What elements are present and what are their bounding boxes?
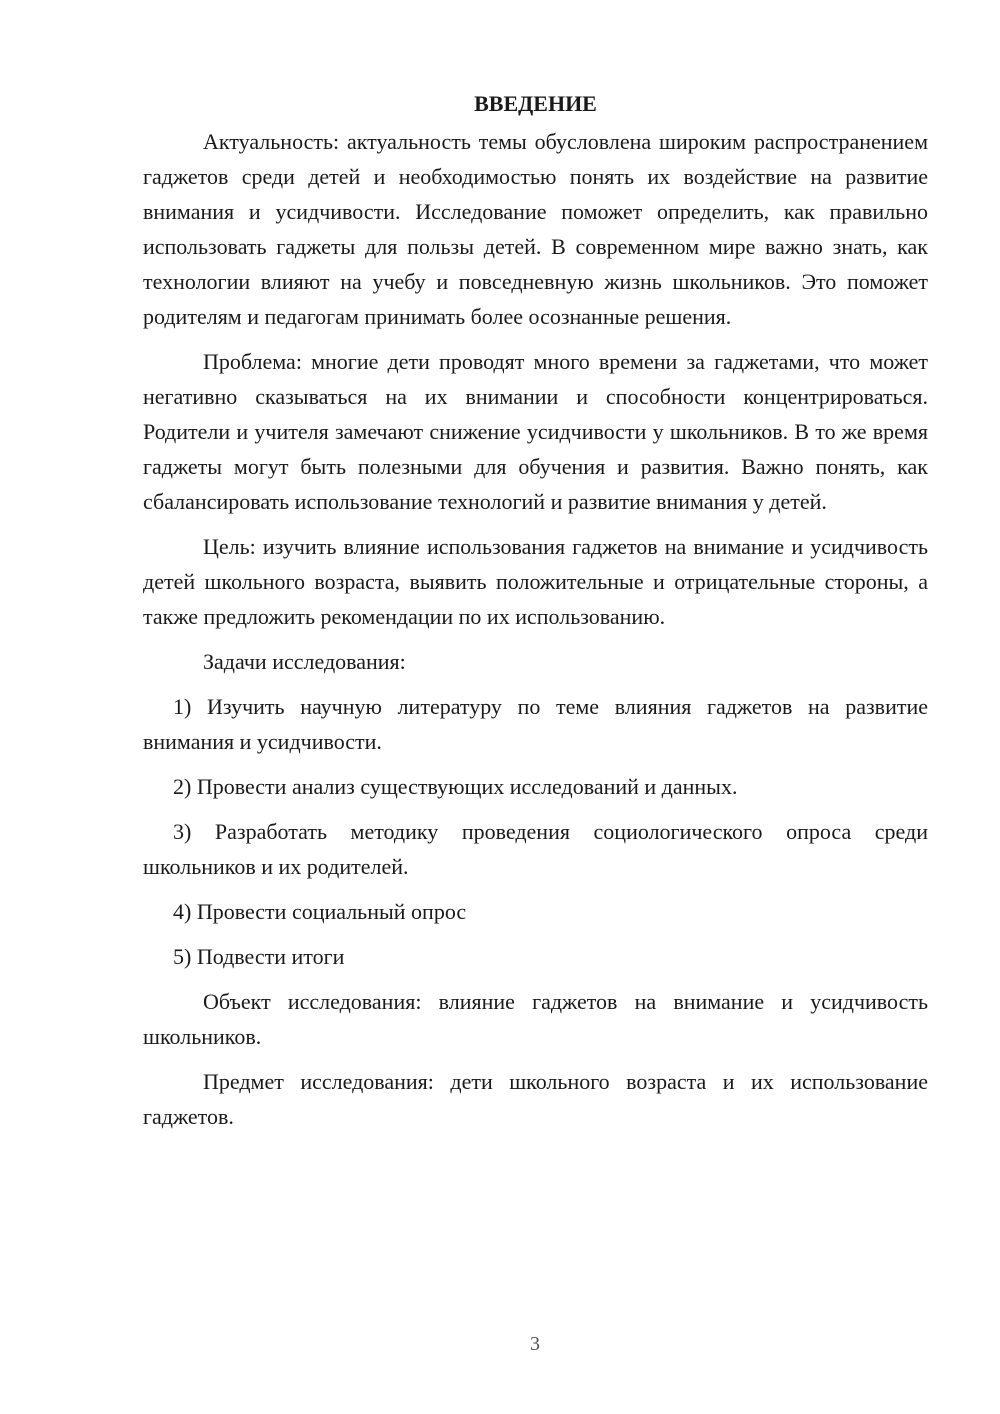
goal-paragraph: Цель: изучить влияние использования гаджетов на внимание и усидчивость детей школьного возраста, выявить положительные и отрицательные стороны, а также предложить рекомендации по их использованию. [143,534,928,629]
task-item-1: 1) Изучить научную литературу по теме влияния гаджетов на развитие внимания и усидчивости. [143,694,928,754]
task-item-3: 3) Разработать методику проведения социологического опроса среди школьников и их родителей. [143,819,928,879]
task-item-4: 4) Провести социальный опрос [173,899,467,924]
document-page [143,90,928,1144]
page-number: 3 [530,1333,540,1355]
research-subject-paragraph: Предмет исследования: дети школьного возраста и их использование гаджетов. [143,1069,928,1129]
tasks-heading: Задачи исследования: [203,649,406,674]
problem-paragraph: Проблема: многие дети проводят много времени за гаджетами, что может негативно сказываться на их внимании и способности концентрироваться. Родители и учителя замечают снижение усидчивости у школьников. В то же время гаджеты могут быть полезными для обучения и развития. Важно понять, как сбалансировать использование технологий и развитие внимания у детей. [143,349,928,514]
document-title: ВВЕДЕНИЕ [474,91,597,116]
relevance-paragraph: Актуальность: актуальность темы обусловлена широким распространением гаджетов среди детей и необходимостью понять их воздействие на развитие внимания и усидчивости. Исследование поможет определить, как правильно использовать гаджеты для пользы детей. В современном мире важно знать, как технологии влияют на учебу и повседневную жизнь школьников. Это поможет родителям и педагогам принимать более осознанные решения. [143,129,928,329]
research-object-paragraph: Объект исследования: влияние гаджетов на внимание и усидчивость школьников. [143,989,928,1049]
task-item-2: 2) Провести анализ существующих исследований и данных. [173,774,738,799]
task-item-5: 5) Подвести итоги [173,944,345,969]
